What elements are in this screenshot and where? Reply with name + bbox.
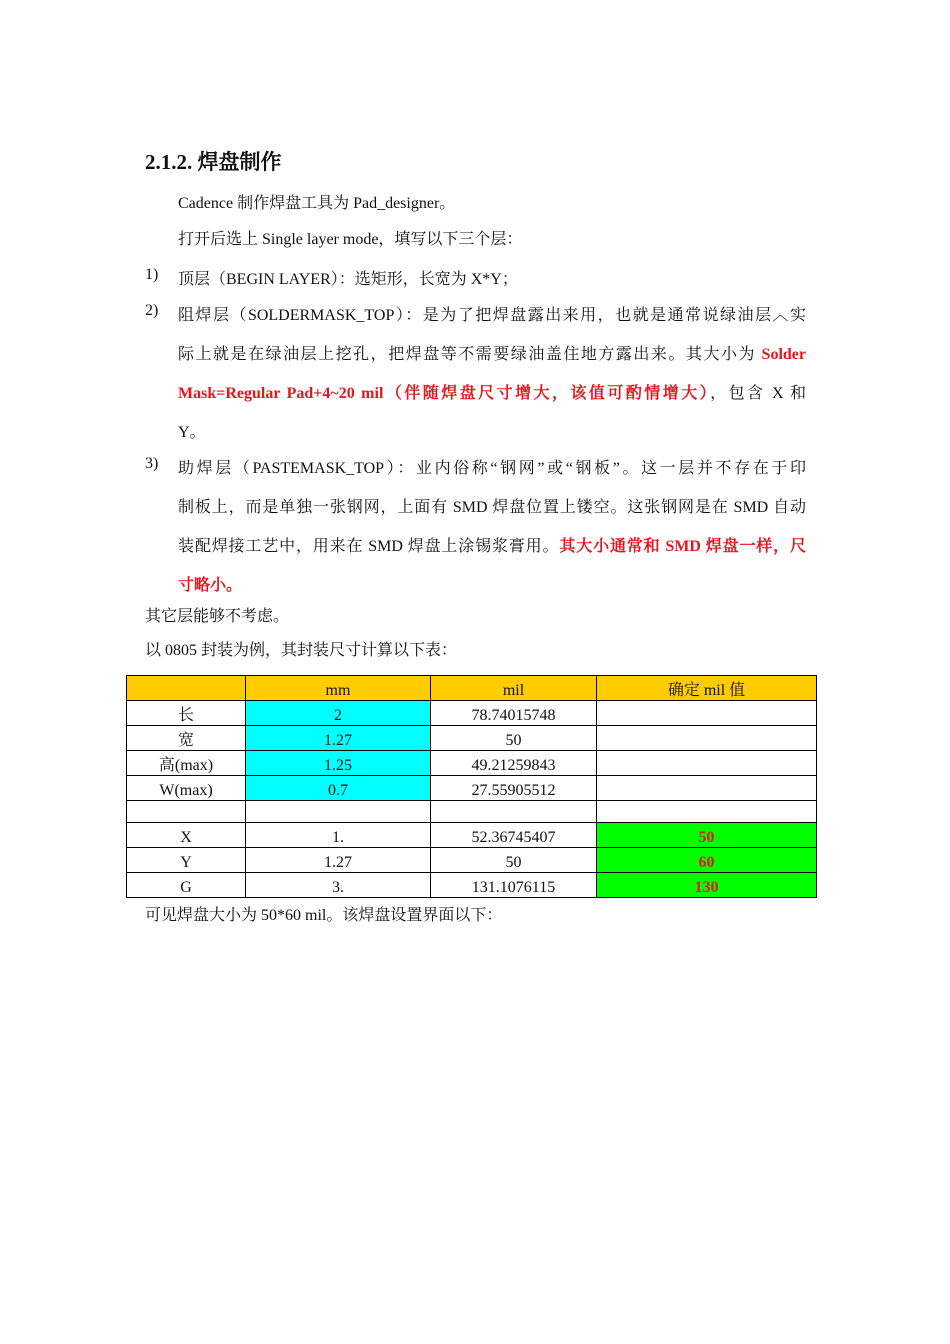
table-cell: G [127, 873, 246, 898]
example-intro: 以 0805 封装为例，其封装尺寸计算以下表： [145, 642, 458, 659]
table-cell: 长 [127, 701, 246, 726]
item-3-line-3-text: 装配焊接工艺中，用来在 SMD 焊盘上涂锡浆膏用。 [178, 538, 560, 555]
table-cell [597, 751, 817, 776]
table-header-cell: 确定 mil 值 [597, 676, 817, 701]
intro-line-1: Cadence 制作焊盘工具为 Pad_designer。 [178, 195, 456, 212]
table-cell: 高(max) [127, 751, 246, 776]
table-cell [597, 776, 817, 801]
table-cell: X [127, 823, 246, 848]
item-2-line-2-text: 际上就是在绿油层上挖孔，把焊盘等不需要绿油盖住地方露出来。其大小为 [178, 346, 762, 363]
item-2-line-3-emphasis: Mask=Regular Pad+4~20 mil（伴随焊盘尺寸增大，该值可酌情增大） [178, 385, 711, 402]
item-2-line-3 [178, 380, 806, 403]
table-row [127, 701, 817, 726]
table-cell: 50 [431, 726, 597, 751]
table-cell: 2 [246, 701, 431, 726]
table-cell [597, 701, 817, 726]
table-cell-result: 50 [597, 823, 817, 848]
section-heading: 2.1.2. 焊盘制作 [145, 150, 282, 174]
conclusion-line: 可见焊盘大小为 50*60 mil。该焊盘设置界面以下： [145, 907, 503, 924]
table-cell: 0.7 [246, 776, 431, 801]
table-row [127, 848, 817, 873]
table-cell [127, 801, 246, 823]
intro-line-2: 打开后选上 Single layer mode，填写以下三个层： [178, 231, 523, 248]
table-cell: 1.27 [246, 848, 431, 873]
item-3-line-4: 寸略小。 [178, 577, 243, 594]
item-3-line-2: 制板上，而是单独一张钢网，上面有 SMD 焊盘位置上镂空。这张钢网是在 SMD 自动 [178, 499, 806, 516]
item-3-number: 3) [145, 455, 159, 472]
table-row [127, 751, 817, 776]
table-cell [597, 726, 817, 751]
table-cell: 1.27 [246, 726, 431, 751]
table-row [127, 823, 817, 848]
table-cell: W(max) [127, 776, 246, 801]
item-2-line-3-text: ，包含 X 和 [710, 385, 806, 402]
table-row-empty [127, 801, 817, 823]
item-2-number: 2) [145, 302, 159, 319]
table-row [127, 873, 817, 898]
item-3-line-3-emphasis: 其大小通常和 SMD 焊盘一样，尺 [559, 538, 806, 555]
item-2-line-2 [178, 341, 806, 364]
table-header-row [127, 676, 817, 701]
table-cell: 131.1076115 [431, 873, 597, 898]
other-layers-note: 其它层能够不考虑。 [145, 608, 290, 625]
table-cell: 49.21259843 [431, 751, 597, 776]
table-row [127, 776, 817, 801]
table-cell [246, 801, 431, 823]
item-2-line-2-emphasis: Solder [761, 346, 806, 363]
table-cell: 宽 [127, 726, 246, 751]
table-cell-result: 60 [597, 848, 817, 873]
table-cell: Y [127, 848, 246, 873]
table-header-cell: mil [431, 676, 597, 701]
item-3-line-3 [178, 533, 806, 556]
table-cell [431, 801, 597, 823]
item-3-line-1: 助焊层（PASTEMASK_TOP）：业内俗称“钢网”或“钢板”。这一层并不存在于印 [178, 460, 806, 477]
size-calculation-table [126, 675, 817, 898]
table-cell: 52.36745407 [431, 823, 597, 848]
item-2-line-4: Y。 [178, 424, 206, 441]
table-row [127, 726, 817, 751]
table-cell: 50 [431, 848, 597, 873]
item-2-line-1: 阻焊层（SOLDERMASK_TOP）：是为了把焊盘露出来用，也就是通常说绿油层︿实 [178, 307, 806, 324]
table-cell: 27.55905512 [431, 776, 597, 801]
table-cell: 1. [246, 823, 431, 848]
table-cell: 1.25 [246, 751, 431, 776]
table-header-cell: mm [246, 676, 431, 701]
table-cell [597, 801, 817, 823]
table-cell: 78.74015748 [431, 701, 597, 726]
item-1-text: 顶层（BEGIN LAYER）：选矩形，长宽为 X*Y； [178, 271, 518, 288]
table-cell-result: 130 [597, 873, 817, 898]
table-cell: 3. [246, 873, 431, 898]
table-header-cell [127, 676, 246, 701]
item-1-number: 1) [145, 266, 159, 283]
